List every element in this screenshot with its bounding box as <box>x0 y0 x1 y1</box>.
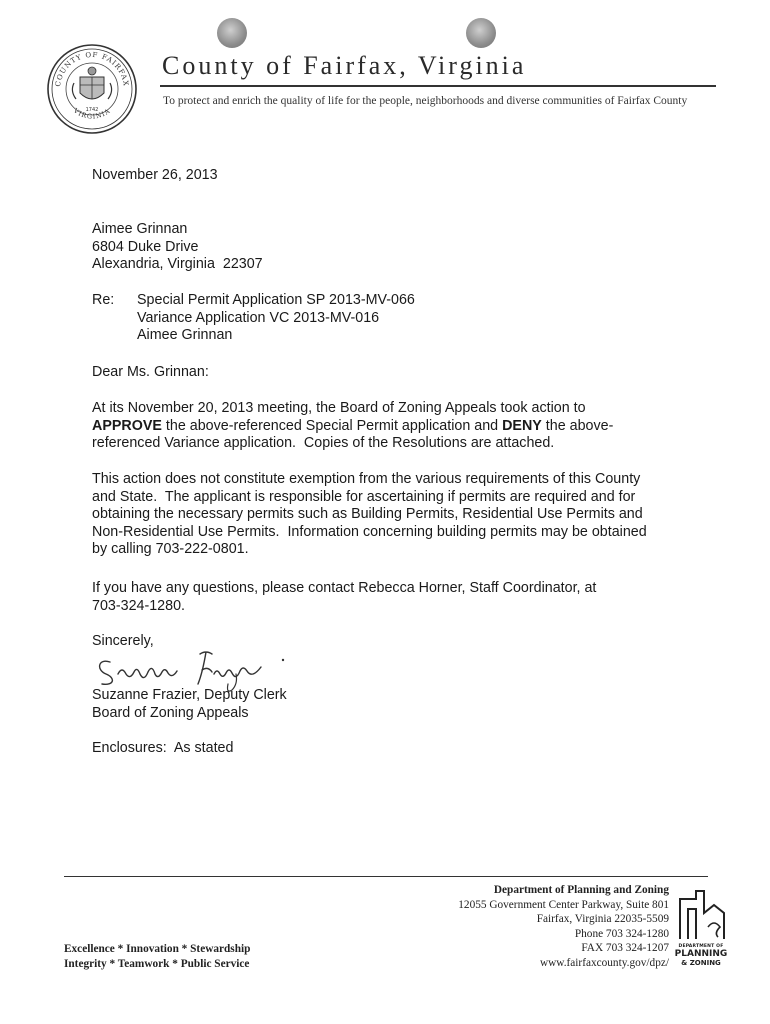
county-values <box>64 942 250 972</box>
re-line-variance: Variance Application VC 2013-MV-016 <box>137 309 380 326</box>
department-name: Department of Planning and Zoning <box>493 884 669 896</box>
recipient-street: 6804 Duke Drive <box>92 238 199 255</box>
department-phone: Phone 703 324-1280 <box>574 927 669 940</box>
footer-divider <box>64 876 708 877</box>
deny-keyword: DENY <box>502 417 542 434</box>
values-line: Excellence * Innovation * Stewardship <box>64 943 251 955</box>
paragraph-text: the above-referenced Special Permit application and <box>161 417 503 434</box>
paragraph-line: Non-Residential Use Permits. Information concerning building permits may be obtained <box>92 523 647 540</box>
county-seal-icon <box>46 43 138 135</box>
paragraph-line: This action does not constitute exemption from the various requirements of this County <box>92 471 641 487</box>
letter-date: November 26, 2013 <box>92 167 218 183</box>
paragraph-line: and State. The applicant is responsible for ascertaining if permits are required and for <box>92 488 636 505</box>
values-line: Integrity * Teamwork * Public Service <box>64 958 250 970</box>
paragraph-line: by calling 703-222-0801. <box>92 541 249 558</box>
signer-organization: Board of Zoning Appeals <box>92 705 249 721</box>
re-subject <box>137 292 415 345</box>
logo-small-text: DEPARTMENT OF <box>678 944 724 949</box>
department-fax: FAX 703 324-1207 <box>581 942 669 955</box>
department-website: www.fairfaxcounty.gov/dpz/ <box>539 956 669 969</box>
paragraph-text: the above- <box>541 417 614 434</box>
signer-name: Suzanne Frazier, Deputy Clerk <box>92 687 287 703</box>
paragraph-line: 703-324-1280. <box>92 597 186 614</box>
department-street: 12055 Government Center Parkway, Suite 801 <box>458 898 669 911</box>
logo-sub-text: & ZONING <box>681 959 721 967</box>
department-city: Fairfax, Virginia 22035-5509 <box>536 913 669 926</box>
svg-text:1742: 1742 <box>85 107 99 113</box>
paragraph-decision <box>92 400 613 453</box>
paragraph-requirements <box>92 471 647 559</box>
punch-hole-right <box>466 18 496 48</box>
svg-text:VIRGINIA: VIRGINIA <box>71 106 113 121</box>
salutation: Dear Ms. Grinnan: <box>92 364 209 380</box>
paragraph-line: If you have any questions, please contact Rebecca Horner, Staff Coordinator, at <box>92 580 597 596</box>
re-line-applicant: Aimee Grinnan <box>137 327 233 344</box>
enclosures: Enclosures: As stated <box>92 740 234 756</box>
punch-hole-left <box>217 18 247 48</box>
recipient-city: Alexandria, Virginia 22307 <box>92 256 263 273</box>
closing: Sincerely, <box>92 633 154 649</box>
paragraph-line: referenced Variance application. Copies of the Resolutions are attached. <box>92 435 555 452</box>
svg-text:COUNTY OF FAIRFAX: COUNTY OF FAIRFAX <box>53 50 130 88</box>
recipient-name: Aimee Grinnan <box>92 221 188 237</box>
recipient-address <box>92 221 263 274</box>
paragraph-line <box>92 418 613 436</box>
paragraph-line: At its November 20, 2013 meeting, the Board of Zoning Appeals took action to <box>92 400 586 416</box>
header-divider <box>160 85 716 87</box>
paragraph-line: obtaining the necessary permits such as Building Permits, Residential Use Permits and <box>92 506 643 523</box>
re-line-special-permit: Special Permit Application SP 2013-MV-066 <box>137 292 415 308</box>
county-tagline: To protect and enrich the quality of life for the people, neighborhoods and diverse communities of Fairfax County <box>163 95 688 107</box>
re-label: Re: <box>92 292 115 308</box>
department-address <box>458 883 669 971</box>
logo-main-text: PLANNING <box>674 949 728 959</box>
planning-zoning-logo-text <box>672 944 730 967</box>
paragraph-contact <box>92 580 596 615</box>
county-title: County of Fairfax, Virginia <box>162 51 527 80</box>
approve-keyword: APPROVE <box>92 417 162 434</box>
